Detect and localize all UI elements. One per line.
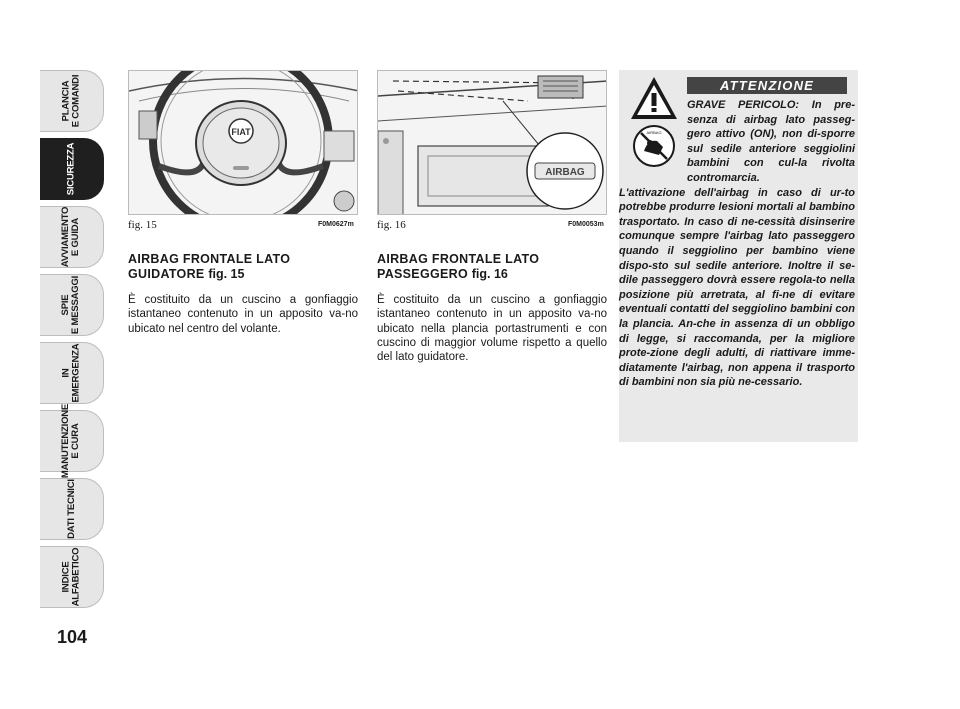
figure-caption: fig. 16 (377, 219, 406, 231)
tab-in-emergenza[interactable] (40, 342, 104, 404)
section-title-passenger-airbag (377, 252, 607, 282)
tab-label: MANUTENZIONE E CURA (60, 403, 82, 479)
tab-spie-e-messaggi[interactable] (40, 274, 104, 336)
tab-label: SPIE E MESSAGGI (60, 275, 82, 335)
tab-label: INDICE ALFABETICO (60, 547, 82, 607)
warning-lead-paragraph (687, 98, 855, 186)
warning-text-part2: L'attivazione dell'airbag in caso di ur-to potrebbe produrre lesioni mortali al bambino trasportato. In caso di ne-cessità disinserire comunque sempre l'airbag lato passeggero quando il seggiolino per bambino viene dispo-sto sul sedile anteriore. Inoltre il se-dile passeggero dovrà essere regola-to nella posizione più arretrata, al fi-ne di evitare eventuali contatti del seggiolino bambini con la plancia. An-che in assenza di un obbligo di legge, si raccomanda, per la migliore prote-zione degli adulti, di riattivare imme-diatamente l'airbag, non appena il trasporto di bambini non sia più ne-cessario. (619, 186, 855, 389)
warning-box (619, 70, 858, 442)
figure-caption: fig. 15 (128, 219, 157, 231)
section-body-driver-airbag: È costituito da un cuscino a gonfiaggio istantaneo contenuto in un apposito va-no ubicato nel centro del volante. (128, 294, 358, 335)
tab-plancia-e-comandi[interactable] (40, 70, 104, 132)
tab-label: AVVIAMENTO E GUIDA (60, 206, 82, 268)
page-number: 104 (57, 627, 88, 647)
airbag-label: AIRBAG (545, 167, 585, 178)
title-line: GUIDATORE (128, 267, 205, 281)
title-line: PASSEGGERO (377, 267, 468, 281)
figure-steering-wheel (128, 70, 358, 215)
tab-label: SICUREZZA (65, 142, 77, 196)
svg-text:FIAT: FIAT (231, 127, 251, 137)
figure-reference: fig. 15 (208, 267, 245, 281)
section-title-driver-airbag (128, 252, 358, 282)
tab-label: PLANCIA E COMANDI (60, 74, 82, 128)
figure-code: F0M0053m (568, 221, 604, 228)
tab-label: DATI TECNICI (65, 479, 77, 539)
tab-manutenzione-e-cura[interactable] (40, 403, 104, 479)
warning-title: ATTENZIONE (687, 77, 847, 94)
warning-lead: GRAVE PERICOLO: (687, 99, 800, 111)
tab-label: IN EMERGENZA (60, 343, 82, 403)
section-body-passenger-airbag: È costituito da un cuscino a gonfiaggio istantaneo contenuto in un apposito va-no ubicato nella plancia portastrumenti e con cuscino di maggior volume rispetto a quello del lato guidatore. (377, 294, 607, 364)
warning-text-part1: In pre-senza di airbag lato passeg-gero attivo (ON), non di-sporre sul sedile anteriore seggiolini bambini con cul-la rivolta contromarcia. (687, 99, 855, 184)
title-line: AIRBAG FRONTALE LATO (128, 252, 291, 266)
figure-reference: fig. 16 (471, 267, 508, 281)
figure-code: F0M0627m (318, 221, 354, 228)
icon-text: AIRBAG (646, 130, 662, 135)
figure-passenger-dashboard (377, 70, 607, 215)
passenger-dashboard-illustration (378, 71, 607, 215)
tab-dati-tecnici[interactable] (40, 478, 104, 540)
steering-wheel-illustration (129, 71, 358, 215)
tab-sicurezza[interactable] (40, 138, 104, 200)
tab-avviamento-e-guida[interactable] (40, 206, 104, 268)
warning-text (619, 98, 855, 390)
title-line: AIRBAG FRONTALE LATO (377, 252, 540, 266)
tab-indice-alfabetico[interactable] (40, 546, 104, 608)
